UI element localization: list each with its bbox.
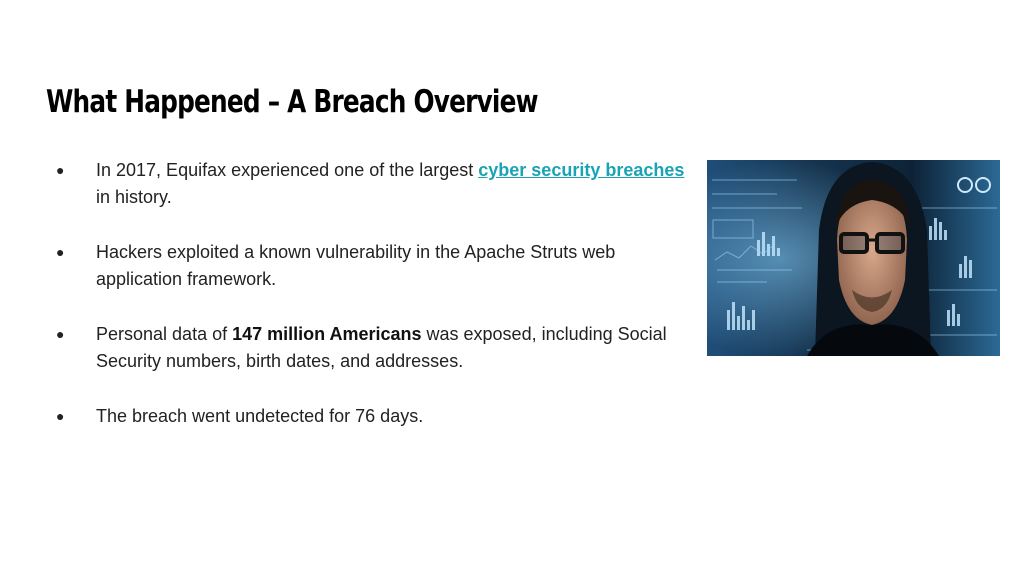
bullet-item: [56, 321, 686, 375]
bullet-text: Personal data of: [96, 324, 233, 344]
bullet-text: in history.: [96, 187, 172, 207]
slide-title: What Happened – A Breach Overview: [46, 84, 538, 120]
bullet-dot-icon: ●: [56, 408, 65, 424]
bullet-item: [56, 403, 686, 430]
bullet-text: The breach went undetected for 76 days.: [96, 406, 424, 426]
bullet-text: Hackers exploited a known vulnerability in the Apache Struts web application framework.: [96, 242, 616, 289]
bullet-text: In 2017, Equifax experienced one of the largest: [96, 160, 479, 180]
hacker-illustration: [707, 160, 1000, 356]
bullet-list: [56, 157, 686, 458]
hacker-photo-icon: [707, 160, 1000, 356]
bullet-dot-icon: ●: [56, 326, 65, 342]
bullet-dot-icon: ●: [56, 244, 65, 260]
bullet-item: [56, 239, 686, 293]
bullet-item: [56, 157, 686, 211]
bullet-dot-icon: ●: [56, 162, 65, 178]
bullet-bold-text: 147 million Americans: [232, 324, 422, 344]
bullet-text: was exposed, including Social Security numbers, birth dates, and addresses.: [96, 324, 667, 371]
cyber-security-breaches-link[interactable]: cyber security breaches: [478, 160, 685, 180]
